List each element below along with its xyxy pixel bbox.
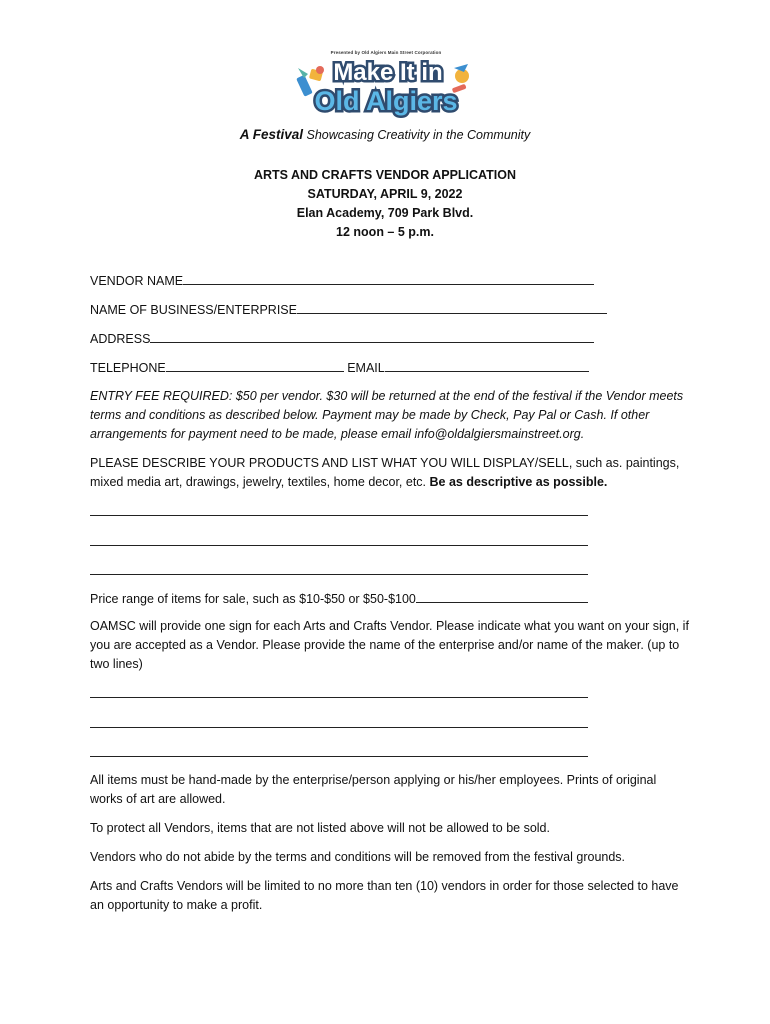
products-answer-line[interactable]: [90, 545, 588, 546]
address-line[interactable]: [150, 330, 594, 343]
sign-answer-line[interactable]: [90, 756, 588, 757]
event-time: 12 noon – 5 p.m.: [336, 225, 434, 239]
sign-answer-line[interactable]: [90, 697, 588, 698]
describe-products-paragraph: [90, 454, 690, 492]
business-name-field[interactable]: [90, 301, 607, 317]
terms-listed-items: To protect all Vendors, items that are not listed above will not be allowed to be sold.: [90, 821, 550, 835]
address-field[interactable]: [90, 330, 594, 346]
festival-logo: [292, 46, 480, 120]
terms-handmade: All items must be hand-made by the enterprise/person applying or his/her employees. Prints of original works of art are allowed.: [90, 773, 657, 806]
event-venue: Elan Academy, 709 Park Blvd.: [296, 206, 474, 220]
entry-fee-paragraph: ENTRY FEE REQUIRED: $50 per vendor. $30 will be returned at the end of the festival if the Vendor meets terms and conditions as described below. Payment may be made by Check, Pay Pal or Cash. If other arrangements for payment need to be made, please email info@oldalgiersmainstreet.org.: [90, 389, 684, 441]
tagline: [0, 127, 770, 142]
describe-products-emphasis: Be as descriptive as possible.: [429, 475, 608, 489]
vendor-name-line[interactable]: [183, 272, 594, 285]
vendor-name-label: VENDOR NAME: [90, 274, 184, 288]
business-name-label: NAME OF BUSINESS/ENTERPRISE: [90, 303, 297, 317]
logo-line2: Old Algiers: [314, 86, 458, 116]
tagline-lead: A Festival: [239, 127, 304, 142]
sign-info-paragraph: OAMSC will provide one sign for each Arts and Crafts Vendor. Please indicate what you want on your sign, if you are accepted as a Vendor. Please provide the name of the enterprise and/or name of the maker. (up to two lines): [90, 619, 689, 671]
products-answer-line[interactable]: [90, 574, 588, 575]
email-label: EMAIL: [347, 361, 385, 375]
vendor-name-field[interactable]: [90, 272, 594, 288]
tagline-rest: Showcasing Creativity in the Community: [303, 128, 531, 142]
contact-field[interactable]: [90, 359, 589, 375]
business-name-line[interactable]: [297, 301, 607, 314]
products-answer-line[interactable]: [90, 515, 588, 516]
describe-products-text: PLEASE DESCRIBE YOUR PRODUCTS AND LIST WHAT YOU WILL DISPLAY/SELL, such as. paintings, mixed media art, drawings, jewelry, textiles, home decor, etc.: [90, 456, 680, 489]
telephone-line[interactable]: [166, 359, 344, 372]
telephone-label: TELEPHONE: [90, 361, 166, 375]
sign-answer-line[interactable]: [90, 727, 588, 728]
event-date: SATURDAY, APRIL 9, 2022: [307, 187, 463, 201]
price-range-line[interactable]: [416, 590, 588, 603]
terms-vendor-limit: Arts and Crafts Vendors will be limited to no more than ten (10) vendors in order for those selected to have an opportunity to make a profit.: [90, 879, 679, 912]
logo-line1: Make It in: [333, 59, 443, 86]
email-line[interactable]: [385, 359, 589, 372]
application-title: ARTS AND CRAFTS VENDOR APPLICATION: [253, 168, 517, 182]
price-range-label: Price range of items for sale, such as $10-$50 or $50-$100: [90, 592, 416, 606]
price-range-field[interactable]: [90, 590, 588, 606]
logo-graphic: [292, 46, 480, 120]
address-label: ADDRESS: [90, 332, 151, 346]
logo-presented-by: Presented by Old Algiers Main Street Corporation: [330, 50, 442, 55]
terms-removal: Vendors who do not abide by the terms and conditions will be removed from the festival grounds.: [90, 850, 626, 864]
